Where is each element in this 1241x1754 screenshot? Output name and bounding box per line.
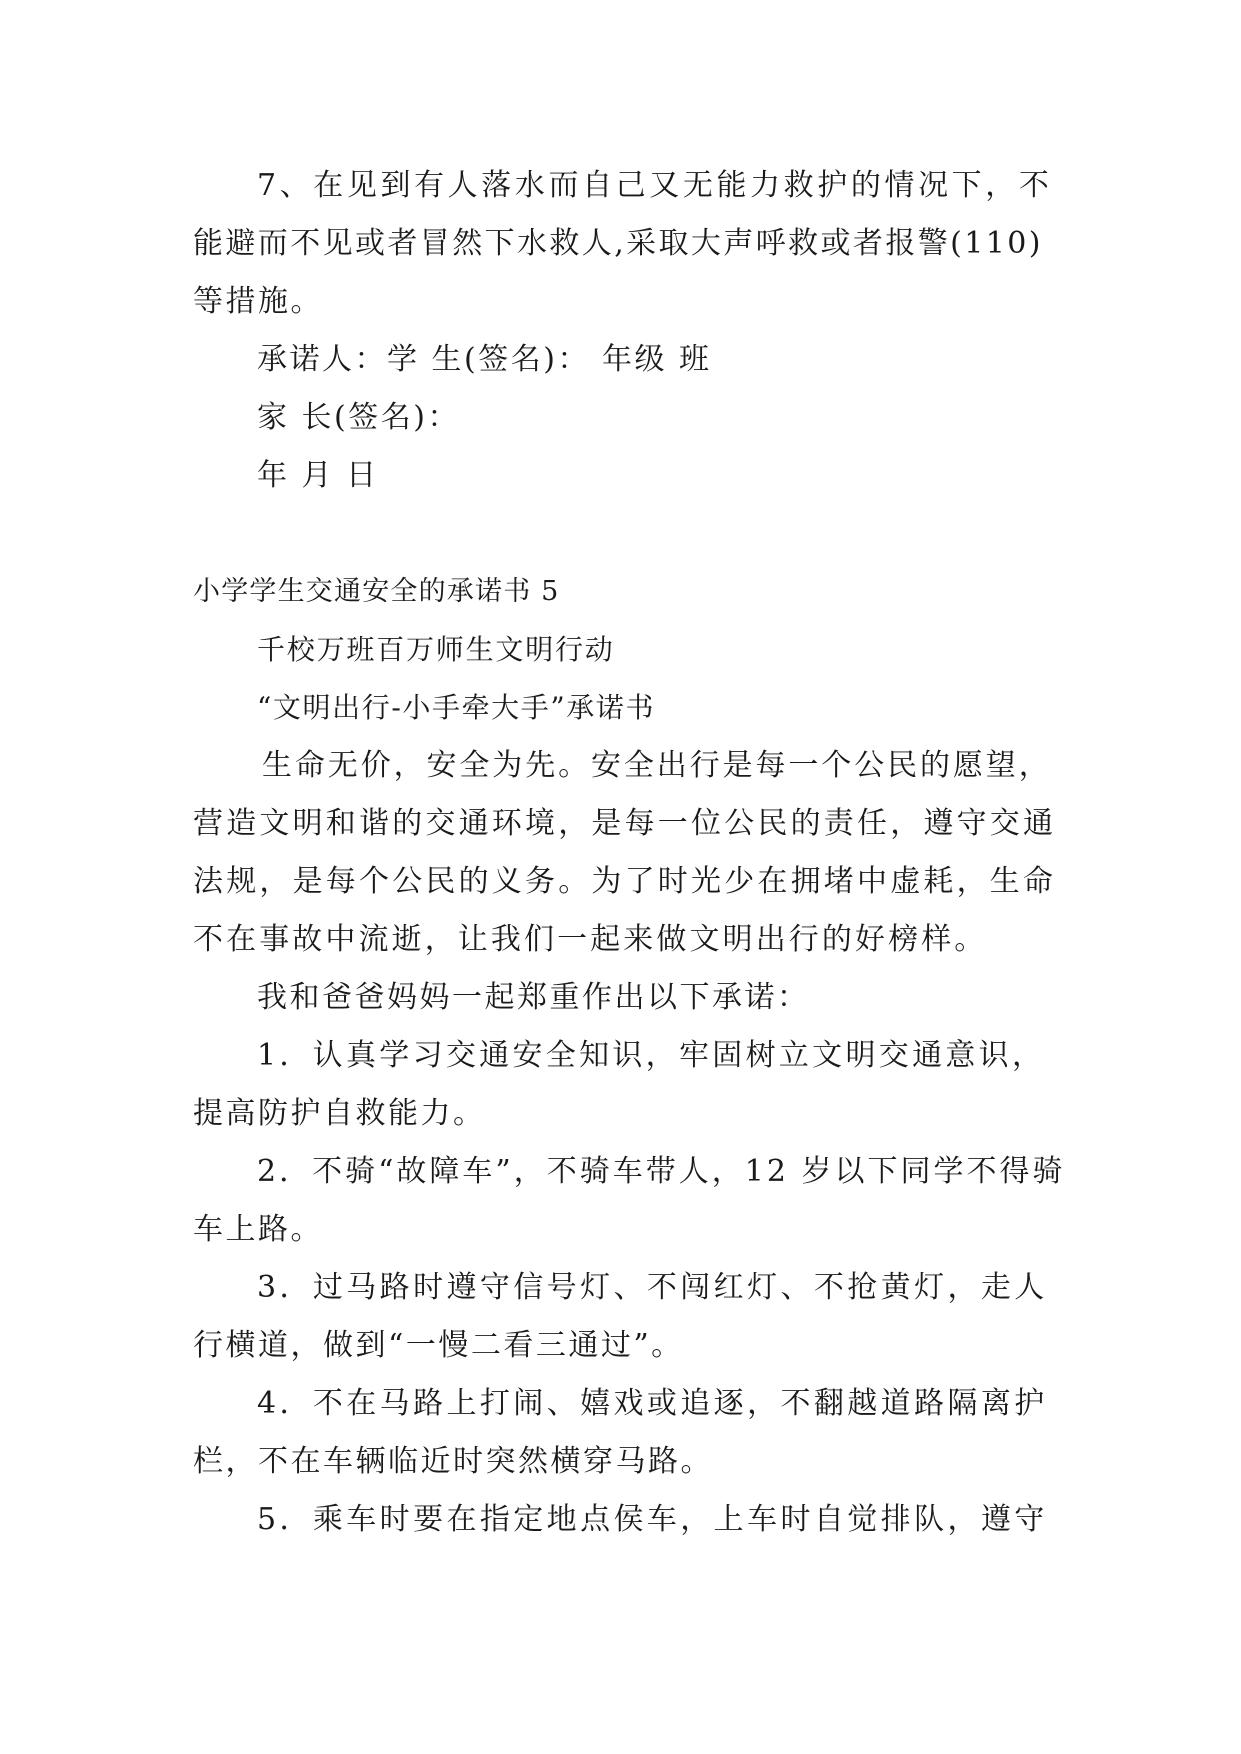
list-item-line: 提高防护自救能力。 (193, 1096, 486, 1131)
list-item-line: 4．不在马路上打闹、嬉戏或追逐，不翻越道路隔离护 (257, 1386, 1048, 1421)
list-item-line: 3．过马路时遵守信号灯、不闯红灯、不抢黄灯，走人 (257, 1270, 1048, 1305)
paragraph-line: 等措施。 (193, 284, 323, 319)
section-heading: 小学学生交通安全的承诺书 5 (193, 576, 560, 607)
paragraph-line: 法规，是每个公民的义务。为了时光少在拥堵中虚耗，生命 (193, 864, 1057, 899)
paragraph-line: 不在事故中流逝，让我们一起来做文明出行的好榜样。 (193, 922, 988, 957)
list-item-line: 栏，不在车辆临近时突然横穿马路。 (193, 1444, 713, 1479)
list-item-line: 1．认真学习交通安全知识，牢固树立文明交通意识， (257, 1038, 1046, 1073)
subtitle-line: 千校万班百万师生文明行动 (257, 633, 615, 666)
list-item-line: 5．乘车时要在指定地点侯车，上车时自觉排队，遵守 (257, 1502, 1048, 1537)
list-item-line: 2．不骑“故障车”，不骑车带人，12 岁以下同学不得骑 (257, 1154, 1066, 1189)
list-item-line: 行横道，做到“一慢二看三通过”。 (193, 1328, 684, 1363)
paragraph-line: 我和爸爸妈妈一起郑重作出以下承诺： (257, 980, 810, 1015)
pledge-title: “文明出行-小手牵大手”承诺书 (257, 691, 656, 724)
paragraph-line: 生命无价，安全为先。安全出行是每一个公民的愿望， (262, 748, 1052, 783)
signature-line-parent: 家 长(签名)： (257, 400, 460, 435)
paragraph-line: 能避而不见或者冒然下水救人,采取大声呼救或者报警(110) (193, 226, 1043, 261)
paragraph-line: 7、在见到有人落水而自己又无能力救护的情况下，不 (257, 168, 1053, 203)
paragraph-line: 营造文明和谐的交通环境，是每一位公民的责任，遵守交通 (193, 806, 1057, 841)
signature-line-student: 承诺人：学 生(签名)： 年级 班 (257, 342, 712, 377)
list-item-line: 车上路。 (193, 1212, 323, 1247)
date-line: 年 月 日 (257, 458, 379, 493)
